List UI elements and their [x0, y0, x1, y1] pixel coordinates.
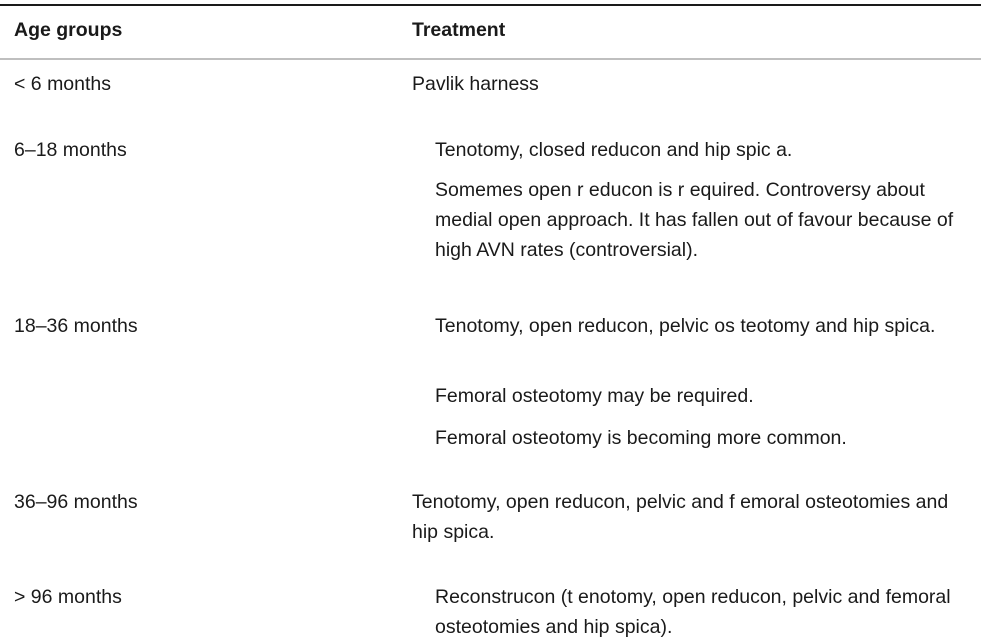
table-top-rule: [0, 4, 981, 6]
treatment-line: Reconstrucon (t enotomy, open reducon, pelvic and femoral osteotomies and hip spica).: [435, 586, 951, 638]
age-cell: < 6 months: [14, 73, 112, 95]
header-age-groups: Age groups: [14, 19, 123, 41]
treatment-cell: Tenotomy, open reducon, pelvic and f emoral osteotomies and hip spica.: [412, 491, 949, 543]
age-cell: > 96 months: [14, 586, 122, 608]
header-treatment: Treatment: [412, 19, 506, 41]
treatment-line: Tenotomy, closed reducon and hip spic a.: [435, 139, 793, 161]
age-cell: 6–18 months: [14, 139, 127, 161]
header-rule: [0, 58, 981, 60]
treatment-line: Somemes open r educon is r equired. Controversy about medial open approach. It has fallen out of favour because of high AVN rates (controversial).: [435, 179, 954, 261]
treatment-line: Femoral osteotomy may be required.: [435, 385, 754, 407]
treatment-line: Tenotomy, open reducon, pelvic os teotomy and hip spica.: [435, 315, 936, 337]
treatment-cell: Pavlik harness: [412, 73, 539, 95]
treatment-line: Femoral osteotomy is becoming more common.: [435, 427, 847, 449]
age-cell: 18–36 months: [14, 315, 138, 337]
age-cell: 36–96 months: [14, 491, 138, 513]
